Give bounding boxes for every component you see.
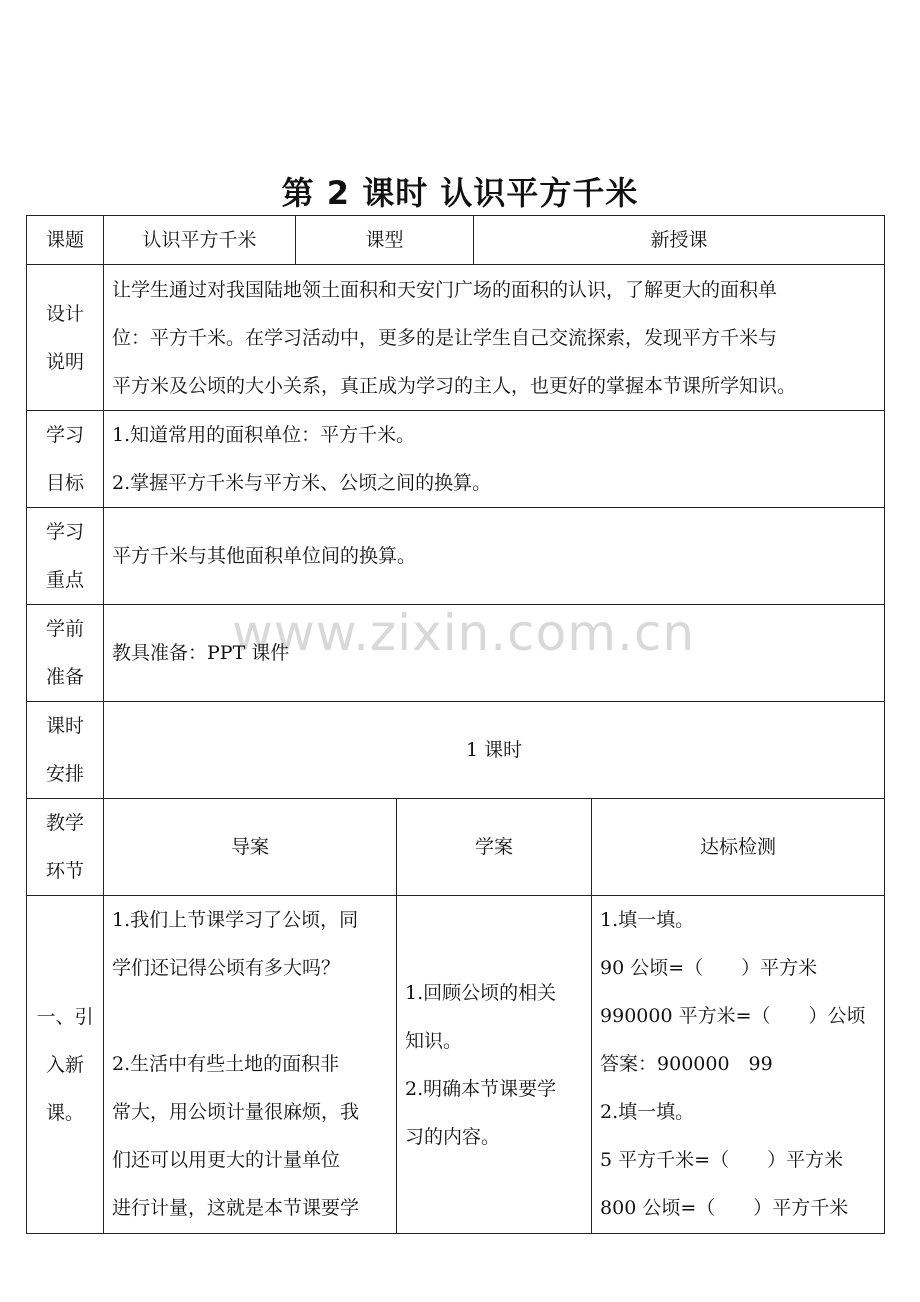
guide-content	[104, 896, 397, 1234]
label-line: 说明	[45, 350, 84, 373]
text-line: 平方米及公顷的大小关系，真正成为学习的主人，也更好的掌握本节课所学知识。	[112, 374, 797, 397]
text-line: 2.明确本节课要学	[405, 1077, 557, 1100]
label-line: 课时	[45, 715, 84, 737]
prep-text: 教具准备：PPT 课件	[104, 605, 885, 702]
text-line: 习的内容。	[405, 1125, 501, 1148]
check-content	[592, 896, 885, 1234]
text-line: 知识。	[405, 1029, 463, 1052]
label-line: 一、引	[36, 1005, 94, 1028]
text-line: 90 公顷=（ ）平方米	[600, 957, 818, 979]
label-step1	[27, 896, 104, 1234]
row-prep	[27, 605, 885, 702]
label-line: 教学	[45, 812, 84, 834]
study-content	[397, 896, 592, 1234]
text-line: 1.回顾公顷的相关	[405, 981, 557, 1004]
text-line: 进行计量，这就是本节课要学	[112, 1197, 360, 1219]
topic-value: 认识平方千米	[104, 216, 296, 265]
label-line: 课。	[45, 1101, 84, 1124]
text-line: 让学生通过对我国陆地领土面积和天安门广场的面积的认识，了解更大的面积单	[112, 278, 778, 301]
label-line: 目标	[45, 472, 84, 494]
row-goal	[27, 411, 885, 508]
page-title: 第 2 课时 认识平方千米	[281, 174, 639, 212]
text-line: 1.我们上节课学习了公顷，同	[112, 909, 359, 931]
text-line: 位：平方千米。在学习活动中，更多的是让学生自己交流探索，发现平方千米与	[112, 326, 778, 349]
label-key	[27, 508, 104, 605]
row-hours	[27, 702, 885, 799]
text-line: 1.知道常用的面积单位：平方千米。	[112, 424, 416, 446]
label-line: 学习	[45, 424, 84, 446]
text-line: 答案：900000 99	[600, 1053, 773, 1075]
text-line: 800 公顷=（ ）平方千米	[600, 1197, 849, 1219]
type-value: 新授课	[474, 216, 885, 265]
text-line: 常大，用公顷计量很麻烦，我	[112, 1101, 360, 1123]
row-header	[27, 799, 885, 896]
text-line: 2.填一填。	[600, 1101, 695, 1123]
label-line: 安排	[45, 763, 84, 785]
label-line: 设计	[45, 302, 84, 325]
header-study: 学案	[397, 799, 592, 896]
row-key	[27, 508, 885, 605]
text-line: 2.掌握平方千米与平方米、公顷之间的换算。	[112, 472, 492, 494]
label-goal	[27, 411, 104, 508]
design-text	[104, 265, 885, 411]
row-topic	[27, 216, 885, 265]
label-line: 学前	[45, 618, 84, 640]
text-line: 1.填一填。	[600, 909, 695, 931]
text-line: 990000 平方米=（ ）公顷	[600, 1005, 866, 1027]
label-stage	[27, 799, 104, 896]
text-line: 2.生活中有些土地的面积非	[112, 1053, 340, 1075]
label-line: 环节	[45, 860, 84, 882]
watermark: www.zixin.com.cn	[232, 604, 696, 662]
text-line	[112, 992, 390, 1040]
key-text: 平方千米与其他面积单位间的换算。	[104, 508, 885, 605]
label-line: 入新	[45, 1053, 84, 1076]
lesson-plan-table	[26, 215, 885, 1234]
hours-text: 1 课时	[104, 702, 885, 799]
label-design	[27, 265, 104, 411]
header-guide: 导案	[104, 799, 397, 896]
goal-text	[104, 411, 885, 508]
label-line: 准备	[45, 666, 84, 688]
header-check: 达标检测	[592, 799, 885, 896]
label-topic: 课题	[27, 216, 104, 265]
label-line: 重点	[45, 569, 84, 591]
label-prep	[27, 605, 104, 702]
row-step1	[27, 896, 885, 1234]
label-line: 学习	[45, 521, 84, 543]
text-line: 5 平方千米=（ ）平方米	[600, 1149, 844, 1171]
label-hours	[27, 702, 104, 799]
text-line: 学们还记得公顷有多大吗？	[112, 957, 341, 979]
label-type: 课型	[296, 216, 474, 265]
row-design	[27, 265, 885, 411]
text-line: 们还可以用更大的计量单位	[112, 1149, 341, 1171]
